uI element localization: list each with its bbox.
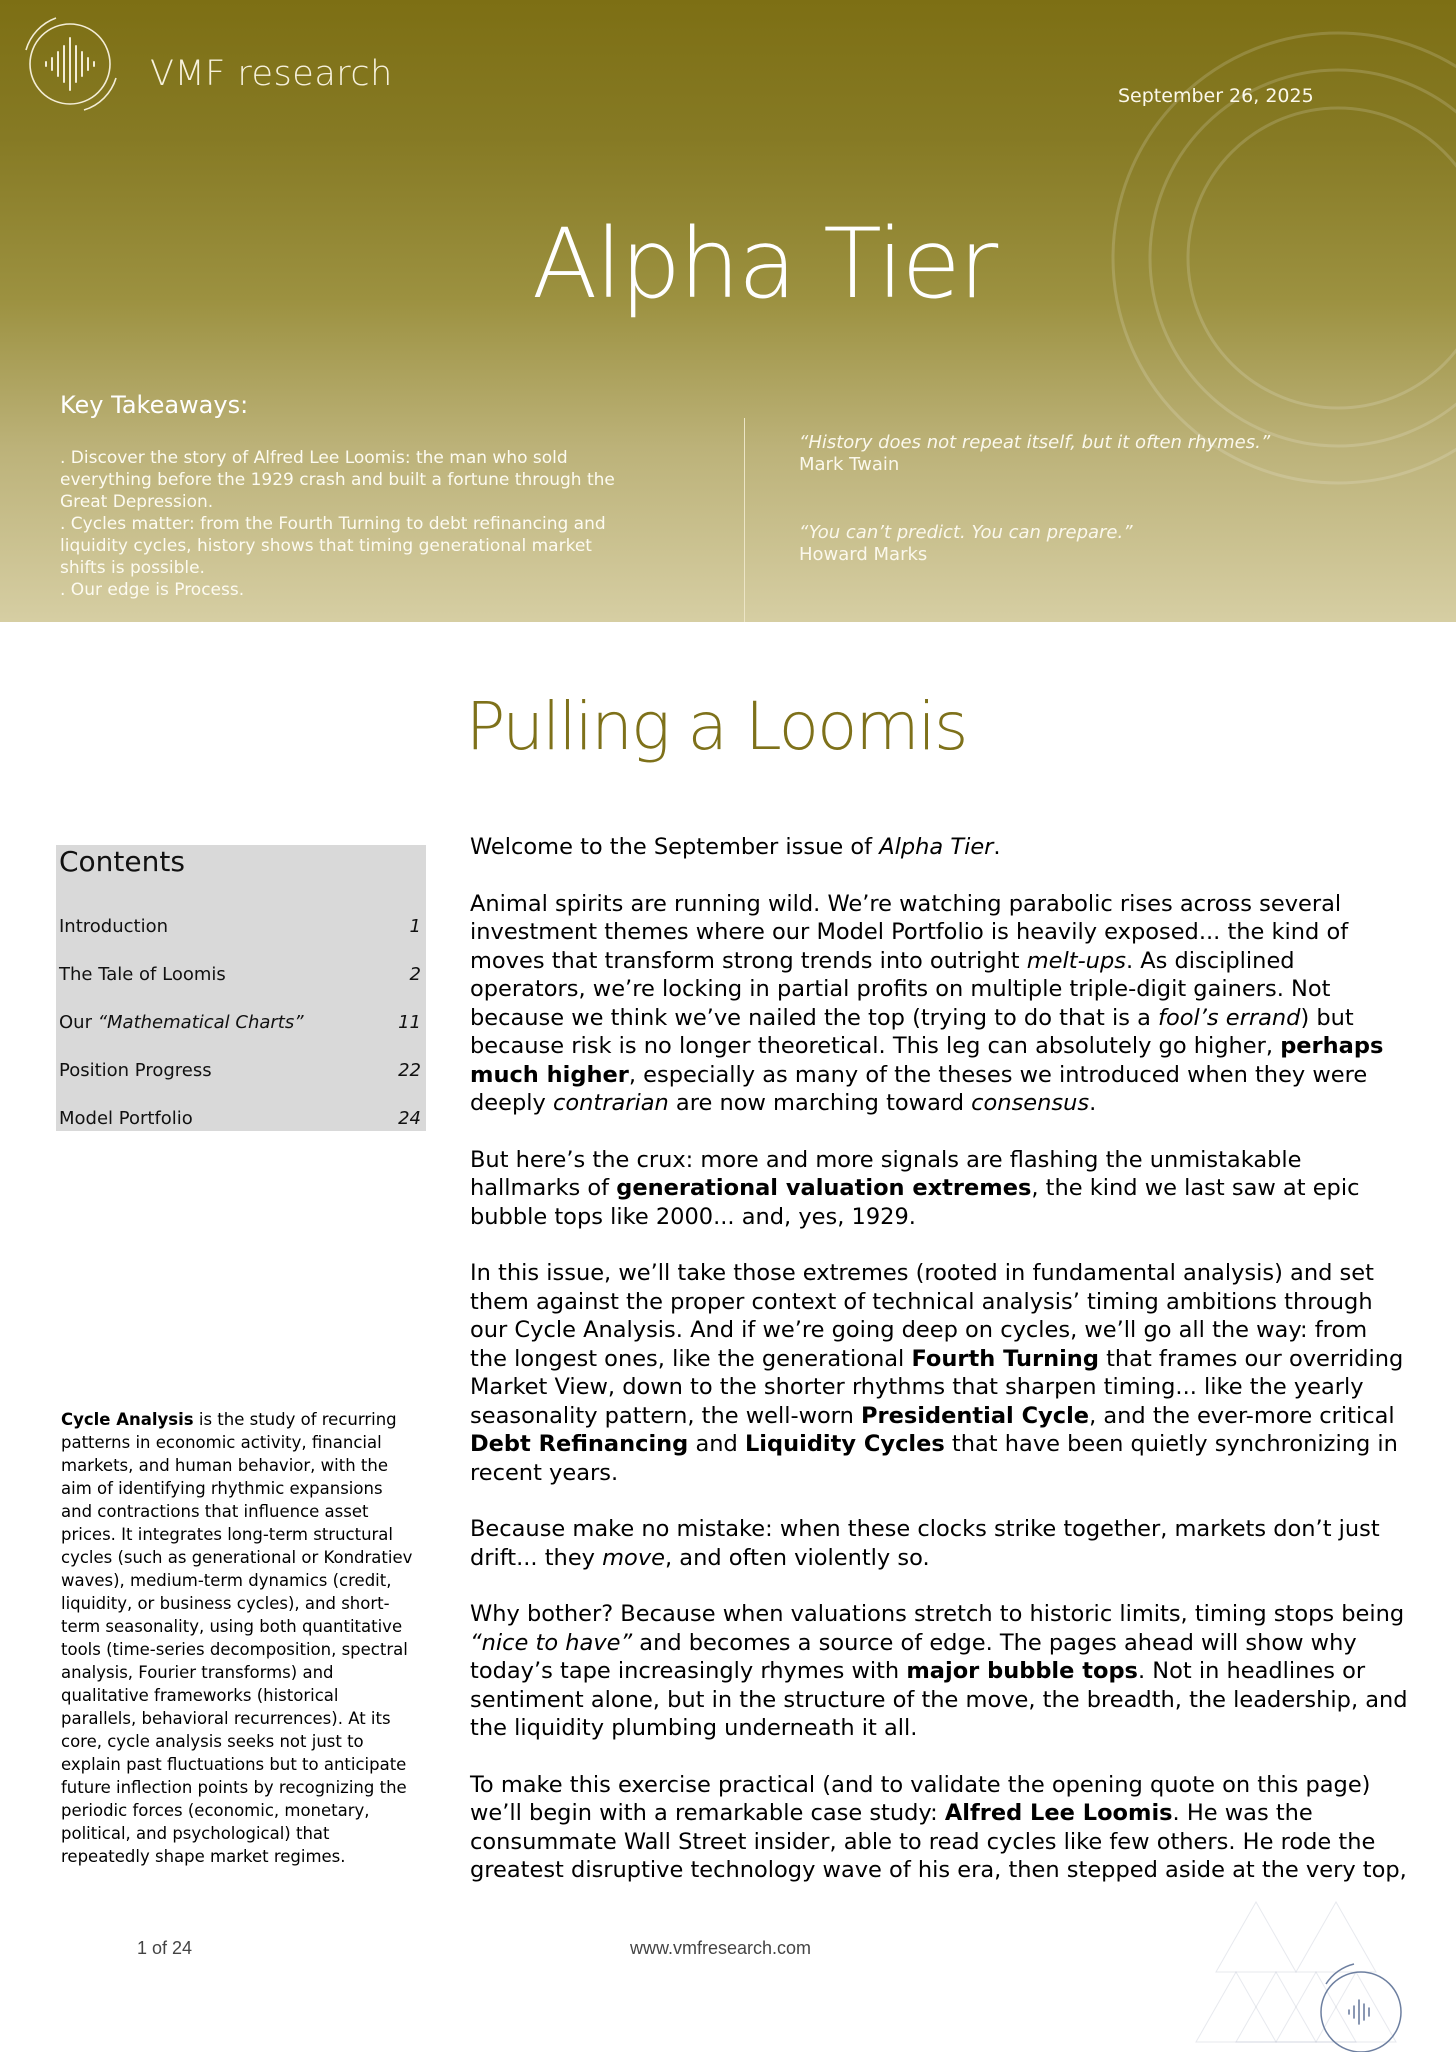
text-run: , and the ever-more critical [1089,1402,1395,1429]
toc-item-mathematical-charts[interactable] [59,1012,421,1033]
italic-text: melt-ups [1026,947,1126,974]
toc-item-page: 2 [409,964,421,985]
bold-text: Alfred Lee Loomis [944,1800,1173,1826]
key-takeaways-list [60,447,630,601]
toc-item-label-emphasis: “Mathematical Charts” [97,1012,304,1033]
toc-item-page: 22 [398,1060,421,1081]
toc-item-tale-of-loomis[interactable] [59,964,421,985]
text-run: that have been quietly synchronizing in recent years. [470,1431,1398,1486]
bold-text: perhaps much higher [470,1033,1384,1088]
toc-title: Contents [59,845,185,878]
body-paragraph [470,1146,1410,1232]
toc-item-page: 11 [398,1012,421,1033]
article-title: Pulling a Loomis [465,688,967,765]
italic-text: contrarian [552,1090,669,1116]
quote-text: “History does not repeat itself, but it often rhymes.” [799,432,1271,453]
text-run: , and often violently so. [664,1544,930,1571]
header-divider [744,418,745,622]
bold-text: Fourth Turning [911,1345,1099,1372]
definition-text: is the study of recurring patterns in economic activity, financial markets, and human behavior, with the aim of identifying rhythmic expansions and contractions that influence asset prices. It integrates long-term structural cycles (such as generational or Kondratiev waves), medium-term dynamics (credit, liquidity, or business cycles), and short-term seasonality, using both quantitative tools (time-series decomposition, spectral analysis, Fourier transforms) and qualitative frameworks (historical parallels, behavioral recurrences). At its core, cycle analysis seeks not just to explain past fluctuations but to anticipate future inflection points by recognizing the periodic forces (economic, monetary, political, and psychological) that repeatedly shape market regimes. [61,1410,413,1866]
text-run: , the kind we last saw at epic bubble tops like 2000... and, yes, 1929. [470,1175,1360,1230]
bold-text: Presidential Cycle [861,1402,1090,1429]
definition-term: Cycle Analysis [61,1410,194,1429]
italic-text: “nice to have” [470,1629,633,1656]
bold-text: generational valuation extremes [616,1175,1032,1201]
italic-text: fool’s errand [1158,1004,1301,1031]
header-banner [0,0,1456,622]
italic-text: consensus [971,1090,1090,1116]
body-paragraph [470,1515,1410,1572]
key-takeaway-item: . Discover the story of Alfred Lee Loomis: the man who sold everything before the 1929 crash and built a fortune through the Great Depression. [60,448,615,512]
toc-item-label: Position Progress [59,1060,212,1081]
toc-item-label: Model Portfolio [59,1108,193,1129]
text-run: that frames our overriding Market View, down to the shorter rhythms that sharpen timing... like the yearly seasonality pattern, the well-worn [470,1345,1404,1429]
quote-author: Mark Twain [799,454,900,475]
text-run: Animal spirits are running wild. We’re watching parabolic rises across several investment themes where our Model Portfolio is heavily exposed... the kind of moves that transform strong trends into outright [470,890,1349,974]
toc-item-introduction[interactable] [59,916,421,937]
toc-item-model-portfolio[interactable] [59,1108,421,1129]
toc-item-position-progress[interactable] [59,1060,421,1081]
table-of-contents [56,845,426,1131]
text-run: and becomes a source of edge. The pages ahead will show why today’s tape increasingly rhymes with [470,1629,1357,1684]
toc-item-label: The Tale of Loomis [59,964,226,985]
text-run: and [688,1431,745,1457]
text-run: Why bother? Because when valuations stretch to historic limits, timing stops being [470,1601,1405,1627]
text-run: are now marching toward [668,1090,972,1116]
quote-block [799,432,1270,476]
text-run: ) but because risk is no longer theoretical. This leg can absolutely go higher, [470,1004,1354,1059]
body-paragraph [470,1259,1410,1487]
italic-text: move [602,1544,665,1571]
text-run: . [1089,1090,1097,1116]
text-run: , especially as many of the theses we introduced when they were deeply [470,1061,1368,1116]
key-takeaways-heading: Key Takeaways: [60,391,249,419]
toc-item-label: Our [59,1012,98,1033]
body-paragraph [470,890,1410,1118]
brand-name: VMF research [150,54,393,94]
text-run: Because make no mistake: when these clocks strike together, markets don’t just drift... they [470,1516,1380,1571]
intro-text: Welcome to the September issue of [470,834,880,860]
text-run: To make this exercise practical (and to validate the opening quote on this page) we’ll begin with a remarkable case study: [470,1771,1371,1826]
toc-item-page: 24 [398,1108,421,1129]
text-run: . He was the consummate Wall Street insider, able to read cycles like few others. He rode the greatest disruptive technology wave of his era, then stepped aside at the very top, [470,1800,1407,1883]
toc-item-label: Introduction [59,916,169,937]
intro-paragraph [470,833,1410,862]
website-url[interactable]: www.vmfresearch.com [630,1938,812,1958]
key-takeaway-item: . Our edge is Process. [60,580,245,600]
text-run: But here’s the crux: more and more signals are flashing the unmistakable hallmarks of [470,1146,1302,1201]
corner-logo-icon [1176,1852,1426,2052]
quote-block [799,522,1133,566]
intro-text-end: . [993,834,1001,860]
quote-author: Howard Marks [799,544,928,565]
cycle-analysis-definition [61,1408,416,1868]
logo-icon [16,10,124,118]
bold-text: Debt Refinancing [470,1431,689,1457]
publication-title: Alpha Tier [531,208,997,320]
text-run: . As disciplined operators, we’re locking in partial profits on multiple triple-digit gainers. Not because we think we’ve nailed the top (trying to do that is a [470,947,1331,1031]
toc-item-page: 1 [409,916,421,937]
issue-date: September 26, 2025 [1118,85,1314,107]
key-takeaway-item: . Cycles matter: from the Fourth Turning to debt refinancing and liquidity cycles, history shows that timing generational market shifts is possible. [60,514,606,578]
article-body [470,833,1410,1913]
bold-text: major bubble tops [906,1658,1138,1684]
intro-emphasis: Alpha Tier [879,834,994,860]
text-run: In this issue, we’ll take those extremes (rooted in fundamental analysis) and set them against the proper context of technical analysis’ timing ambitions through our Cycle Analysis. And if we’re going deep on cycles, we’ll go all the way: from the longest ones, like the generational [470,1260,1374,1372]
body-paragraph [470,1600,1410,1743]
page-number: 1 of 24 [137,1938,193,1958]
quote-text: “You can’t predict. You can prepare.” [799,522,1133,543]
bold-text: Liquidity Cycles [744,1431,945,1457]
text-run: . Not in headlines or sentiment alone, but in the structure of the move, the breadth, the leadership, and the liquidity plumbing underneath it all. [470,1658,1408,1741]
